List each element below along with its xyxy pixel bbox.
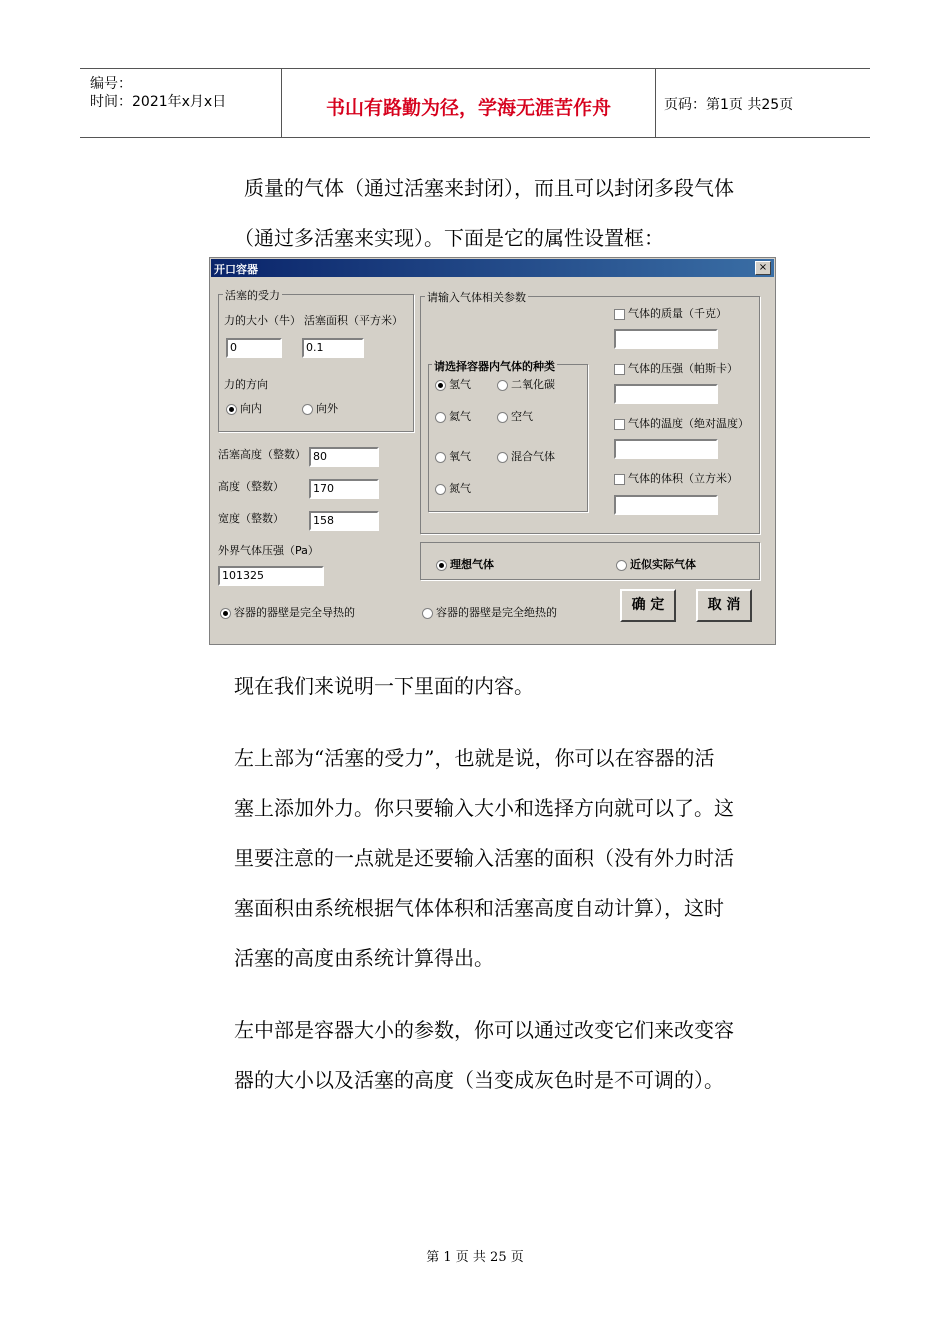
radio-icon — [497, 380, 508, 391]
intro-line-1: 质量的气体（通过活塞来封闭），而且可以封闭多段气体 — [244, 176, 734, 200]
paragraph-3-line-1: 左中部是容器大小的参数，你可以通过改变它们来改变容 — [234, 1018, 734, 1042]
paragraph-2-line-1: 左上部为“活塞的受力”，也就是说，你可以在容器的活 — [234, 746, 715, 770]
paragraph-2-line-4: 塞面积由系统根据气体体积和活塞高度自动计算），这时 — [234, 896, 724, 920]
radio-selected-icon — [220, 608, 231, 619]
piston-area-input[interactable]: 0.1 — [302, 338, 364, 358]
paragraph-3-line-2: 器的大小以及活塞的高度（当变成灰色时是不可调的）。 — [234, 1068, 724, 1092]
gas-volume-checkbox[interactable]: 气体的体积（立方米） — [614, 470, 738, 486]
container-properties-dialog — [209, 257, 776, 645]
gas-mass-input[interactable] — [614, 329, 718, 349]
gas-params-group-label: 请输入气体相关参数 — [427, 291, 526, 304]
ok-button[interactable]: 确 定 — [620, 589, 676, 622]
width-input[interactable]: 158 — [309, 511, 379, 531]
gas-temperature-input[interactable] — [614, 439, 718, 459]
serial-label: 编号： — [90, 76, 132, 92]
radio-icon — [616, 560, 627, 571]
gas-hydrogen-radio[interactable]: 氢气 — [435, 376, 471, 392]
dialog-titlebar[interactable] — [211, 259, 774, 277]
radio-icon — [302, 404, 313, 415]
piston-area-label: 活塞面积（平方米） — [304, 314, 403, 327]
paragraph-2-line-3: 里要注意的一点就是还要输入活塞的面积（没有外力时活 — [234, 846, 734, 870]
page-header — [80, 68, 870, 138]
radio-selected-icon — [435, 380, 446, 391]
motto: 书山有路勤为径，学海无涯苦作舟 — [325, 97, 611, 119]
checkbox-icon — [614, 364, 625, 375]
paragraph-2-line-2: 塞上添加外力。你只要输入大小和选择方向就可以了。这 — [234, 796, 734, 820]
cancel-button[interactable]: 取 消 — [696, 589, 752, 622]
paragraph-2-line-5: 活塞的高度由系统计算得出。 — [234, 946, 494, 970]
wall-insulated-radio[interactable]: 容器的器壁是完全绝热的 — [422, 604, 557, 620]
piston-force-group-label: 活塞的受力 — [225, 289, 280, 302]
gas-pressure-checkbox[interactable]: 气体的压强（帕斯卡） — [614, 360, 738, 376]
gas-co2-radio[interactable]: 二氧化碳 — [497, 376, 555, 392]
gas-pressure-input[interactable] — [614, 384, 718, 404]
header-motto-cell — [282, 69, 656, 137]
direction-in-radio[interactable]: 向内 — [226, 400, 262, 416]
gas-nitrogen-radio[interactable]: 氮气 — [435, 480, 471, 496]
gas-volume-input[interactable] — [614, 495, 718, 515]
header-meta-cell — [80, 69, 282, 137]
radio-icon — [497, 452, 508, 463]
force-size-input[interactable]: 0 — [226, 338, 282, 358]
paragraph-1: 现在我们来说明一下里面的内容。 — [234, 674, 534, 698]
dialog-title: 开口容器 — [214, 263, 258, 276]
page-info: 页码：第1页 共25页 — [664, 97, 794, 113]
gas-air-radio[interactable]: 空气 — [497, 408, 533, 424]
header-page-cell — [656, 69, 870, 137]
gas-oxygen-radio[interactable]: 氧气 — [435, 448, 471, 464]
radio-icon — [497, 412, 508, 423]
ambient-pressure-input[interactable]: 101325 — [218, 566, 324, 586]
gas-temperature-checkbox[interactable]: 气体的温度（绝对温度） — [614, 415, 749, 431]
wall-conductive-radio[interactable]: 容器的器壁是完全导热的 — [220, 604, 355, 620]
piston-height-label: 活塞高度（整数） — [218, 448, 306, 461]
checkbox-icon — [614, 309, 625, 320]
force-size-label: 力的大小（牛） — [224, 314, 301, 327]
checkbox-icon — [614, 474, 625, 485]
radio-icon — [422, 608, 433, 619]
radio-icon — [435, 452, 446, 463]
time-label: 时间：2021年x月x日 — [90, 94, 227, 110]
page-footer: 第 1 页 共 25 页 — [426, 1250, 524, 1265]
real-gas-radio[interactable]: 近似实际气体 — [616, 556, 696, 572]
ambient-pressure-label: 外界气体压强（Pa） — [218, 544, 319, 557]
intro-line-2: （通过多活塞来实现）。下面是它的属性设置框： — [234, 226, 664, 250]
force-direction-label: 力的方向 — [224, 378, 268, 391]
height-input[interactable]: 170 — [309, 479, 379, 499]
piston-height-input[interactable]: 80 — [309, 447, 379, 467]
checkbox-icon — [614, 419, 625, 430]
width-label: 宽度（整数） — [218, 512, 284, 525]
radio-icon — [435, 412, 446, 423]
radio-selected-icon — [436, 560, 447, 571]
gas-mixed-radio[interactable]: 混合气体 — [497, 448, 555, 464]
height-label: 高度（整数） — [218, 480, 284, 493]
gas-kind-group-label: 请选择容器内气体的种类 — [434, 360, 555, 373]
ideal-gas-radio[interactable]: 理想气体 — [436, 556, 494, 572]
gas-mass-checkbox[interactable]: 气体的质量（千克） — [614, 305, 727, 321]
radio-icon — [435, 484, 446, 495]
gas-helium-radio[interactable]: 氦气 — [435, 408, 471, 424]
direction-out-radio[interactable]: 向外 — [302, 400, 338, 416]
close-icon[interactable]: × — [755, 261, 771, 275]
radio-selected-icon — [226, 404, 237, 415]
